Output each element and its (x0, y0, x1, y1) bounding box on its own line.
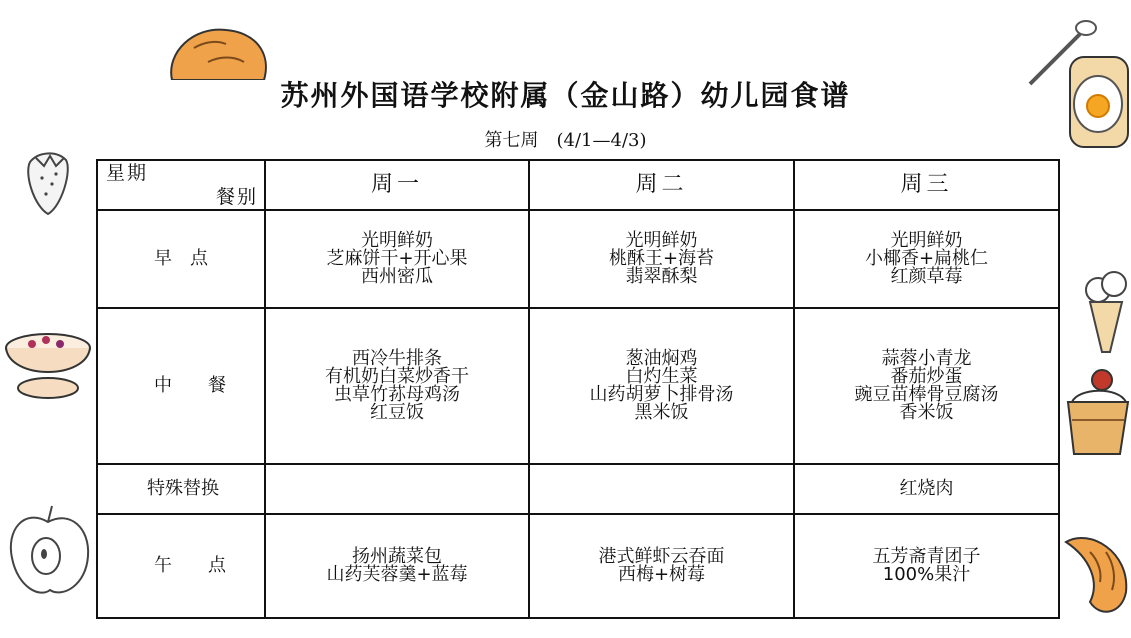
menu-item: 山药胡萝卜排骨汤 (589, 384, 734, 405)
meal-label-breakfast: 早 点 (97, 210, 265, 308)
menu-cell (794, 464, 1059, 514)
menu-item: 小椰香+扁桃仁 (864, 248, 989, 269)
menu-items (795, 350, 1058, 422)
menu-item: 蒜蓉小青龙 (881, 348, 972, 369)
week-subtitle (0, 126, 1131, 152)
menu-cell (265, 514, 529, 618)
menu-cell (265, 464, 529, 514)
menu-item: 100%果汁 (882, 564, 971, 585)
table-row (97, 308, 1059, 464)
menu-item: 光明鲜奶 (890, 230, 963, 251)
bread-illustration (164, 22, 274, 80)
day-header-wednesday: 周三 (794, 160, 1059, 210)
menu-item: 扬州蔬菜包 (352, 546, 442, 567)
menu-cell (529, 464, 794, 514)
menu-item: 黑米饭 (634, 402, 689, 423)
menu-items (266, 232, 528, 286)
date-range: (4/1—4/3) (556, 130, 647, 151)
croissant-illustration (1060, 522, 1131, 622)
strawberry-illustration (22, 148, 88, 218)
meal-axis-label: 餐别 (215, 186, 258, 208)
menu-item: 西冷牛排条 (352, 348, 442, 369)
menu-item: 五芳斋青团子 (872, 546, 981, 567)
menu-item: 红颜草莓 (890, 266, 963, 287)
menu-cell (265, 308, 529, 464)
day-header-monday: 周一 (265, 160, 529, 210)
menu-item: 番茄炒蛋 (890, 366, 963, 387)
menu-item: 有机奶白菜炒香干 (325, 366, 469, 387)
corner-header-cell (97, 160, 265, 210)
menu-item: 光明鲜奶 (625, 230, 698, 251)
cake-illustration (1058, 362, 1131, 462)
menu-item: 翡翠酥梨 (625, 266, 698, 287)
menu-table (96, 159, 1060, 619)
menu-item: 虫草竹荪母鸡汤 (334, 384, 460, 405)
day-header-tuesday: 周二 (529, 160, 794, 210)
header-row (97, 160, 1059, 210)
menu-item: 桃酥王+海苔 (608, 248, 715, 269)
menu-items (530, 350, 793, 422)
week-label: 第七周 (484, 130, 539, 151)
menu-item: 芝麻饼干+开心果 (326, 248, 468, 269)
page-title: 苏州外国语学校附属（金山路）幼儿园食谱 (280, 79, 851, 112)
menu-cell (265, 210, 529, 308)
menu-item: 红豆饭 (370, 402, 424, 423)
ice-cream-illustration (1080, 266, 1131, 354)
menu-item: 白灼生菜 (625, 366, 698, 387)
meal-label-special: 特殊替换 (97, 464, 265, 514)
menu-items (795, 480, 1058, 498)
menu-item: 香米饭 (899, 402, 954, 423)
menu-cell (794, 210, 1059, 308)
table-row (97, 514, 1059, 618)
menu-item: 西州密瓜 (361, 266, 433, 287)
menu-item: 光明鲜奶 (361, 230, 433, 251)
meal-label-afternoon-snack: 午 点 (97, 514, 265, 618)
table-row (97, 210, 1059, 308)
menu-item: 山药芙蓉羹+蓝莓 (326, 564, 468, 585)
menu-items (266, 548, 528, 584)
yogurt-bowl-illustration (2, 322, 94, 404)
menu-items (530, 548, 793, 584)
menu-items (530, 232, 793, 286)
apple-illustration (4, 502, 94, 602)
menu-items (795, 548, 1058, 584)
menu-item: 葱油焖鸡 (625, 348, 698, 369)
menu-cell (529, 210, 794, 308)
meal-label-lunch: 中 餐 (97, 308, 265, 464)
table-row (97, 464, 1059, 514)
menu-item: 港式鲜虾云吞面 (598, 546, 725, 567)
menu-cell (794, 308, 1059, 464)
menu-items (266, 350, 528, 422)
menu-cell (529, 514, 794, 618)
menu-item: 豌豆苗棒骨豆腐汤 (854, 384, 999, 405)
menu-item: 红烧肉 (899, 478, 954, 499)
menu-items (795, 232, 1058, 286)
weekday-axis-label: 星期 (106, 162, 149, 184)
menu-cell (794, 514, 1059, 618)
menu-cell (529, 308, 794, 464)
menu-item: 西梅+树莓 (617, 564, 706, 585)
